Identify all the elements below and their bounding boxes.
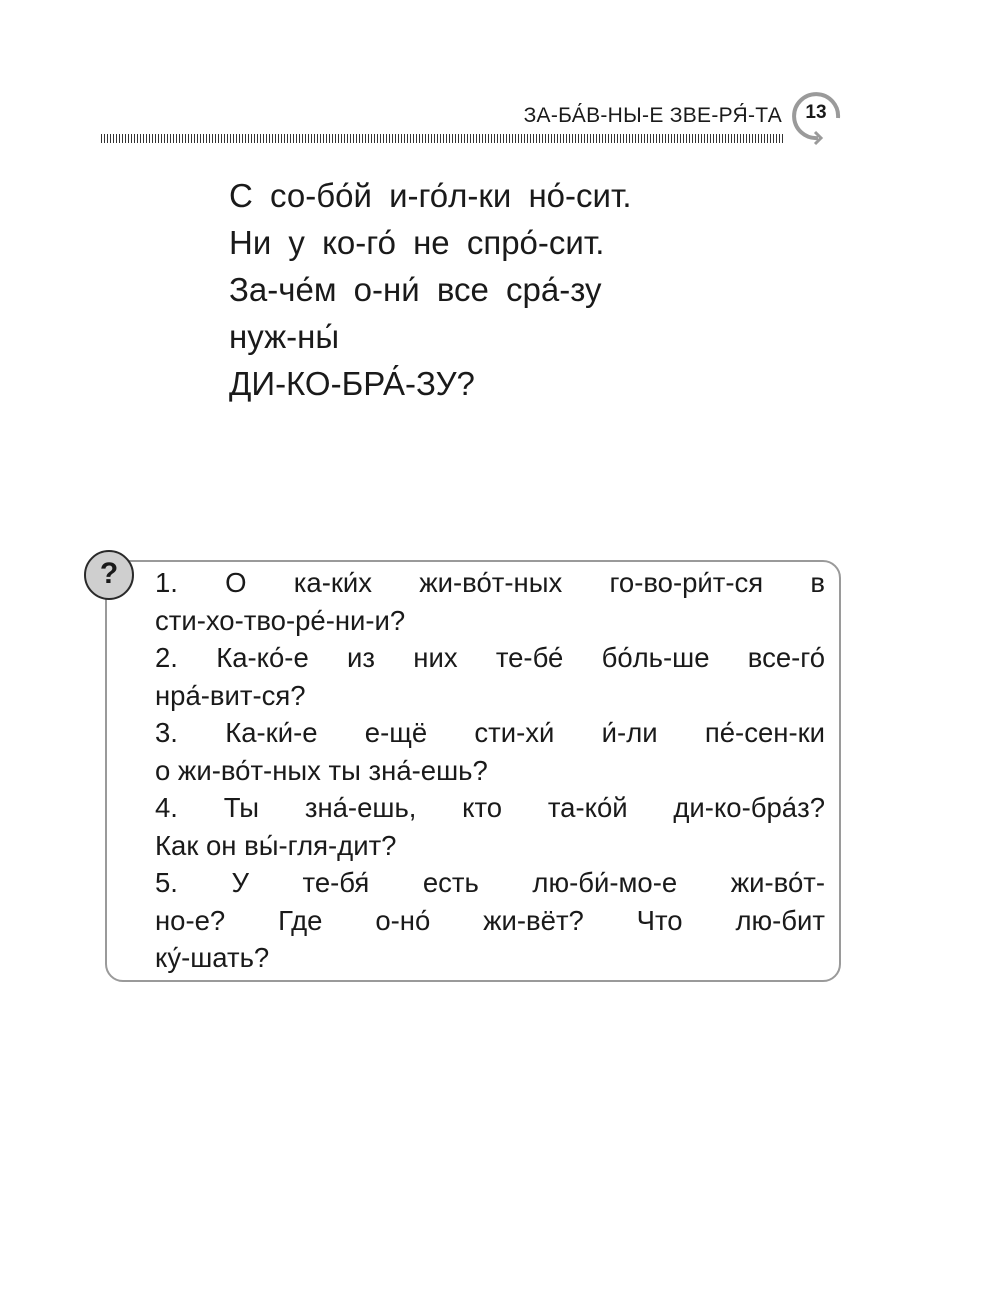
question-line: но-е? Где о-но́ жи-вёт? Что лю-бит <box>155 904 825 936</box>
poem <box>229 172 632 407</box>
question-line: сти-хо-тво-ре́-ни-и? <box>155 604 406 636</box>
poem-line: За-че́м о-ни́ все сра́-зу <box>229 271 602 308</box>
poem-line: Ни у ко-го́ не спро́-сит. <box>229 224 605 261</box>
header-rule <box>101 134 784 143</box>
question-line: 5. У те-бя́ есть лю-би́-мо-е жи-во́т- <box>155 867 825 898</box>
section-title: ЗА-БА́В-НЫ-Е ЗВЕ-РЯ́-ТА <box>523 104 782 127</box>
question-mark-icon: ? <box>84 550 134 600</box>
poem-line: С со-бо́й и-го́л-ки но́-сит. <box>229 177 632 214</box>
page-number: 13 <box>805 102 827 123</box>
question-line: Как он вы́-гля-дит? <box>155 829 397 861</box>
question-line: 1. О ка-ки́х жи-во́т-ных го-во-ри́т-ся в <box>155 567 825 598</box>
question-line: 3. Ка-ки́-е е-щё сти-хи́ и́-ли пе́-сен-ки <box>155 717 825 748</box>
question-line: о жи-во́т-ных ты зна́-ешь? <box>155 754 488 786</box>
question-line: 2. Ка-ко́-е из них те-бе́ бо́ль-ше все-го́ <box>155 642 825 673</box>
questions-list <box>155 564 825 977</box>
poem-line: ДИ-КО-БРА́-ЗУ? <box>229 365 475 402</box>
question-line: нра́-вит-ся? <box>155 679 306 711</box>
poem-line: нуж-ны́ <box>229 318 340 355</box>
page-number-badge <box>788 88 846 146</box>
question-line: ку́-шать? <box>155 942 270 973</box>
question-line: 4. Ты зна́-ешь, кто та-ко́й ди-ко-бра́з? <box>155 792 825 823</box>
